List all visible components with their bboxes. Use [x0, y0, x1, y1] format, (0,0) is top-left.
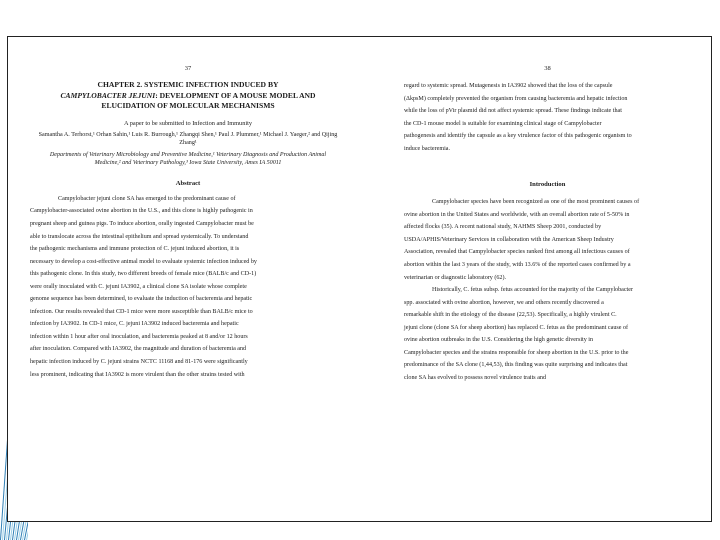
introduction-heading: Introduction [529, 181, 566, 189]
text-line: infection within 1 hour after oral inoculation, and bacteremia peaked at 8 and/or 12 hours [30, 333, 248, 340]
text-line: induce bacteremia. [404, 145, 451, 152]
text-line: the CD-1 mouse model is suitable for examining clinical stage of Campylobacter [404, 120, 602, 127]
text-line: (ΔkpsM) completely prevented the organism from causing bacteremia and hepatic infection [404, 95, 628, 102]
author-list: Samantha A. Terhorst,¹ Orhan Sahin,¹ Luis R. Burrough,¹ Zhangqi Shen,¹ Paul J. Plummer,¹ Michael J. Yaeger,² and Qijing Zhang¹ [38, 131, 338, 147]
text-line: clone SA has evolved to possess novel virulence traits and [404, 374, 546, 381]
document-spread [7, 36, 712, 522]
page-number: 38 [544, 65, 551, 72]
text-line: hepatic infection induced by C. jejuni strains NCTC 11168 and 81-176 were significantly [30, 358, 248, 365]
right-page [360, 37, 711, 521]
left-page [8, 37, 360, 521]
text-line: while the loss of pVir plasmid did not affect systemic spread. These findings indicate that [404, 108, 622, 115]
text-line: Campylobacter jejuni clone SA has emerged to the predominant cause of [58, 195, 236, 202]
chapter-title: CHAPTER 2. SYSTEMIC INFECTION INDUCED BY CAMPYLOBACTER JEJUNI: DEVELOPMENT OF A MOUSE MODEL AND ELUCIDATION OF MOLECULAR MECHANISMS [60, 80, 316, 110]
text-line: this pathogenic clone. In this study, two different breeds of female mice (BALB/c and CD-1) [30, 271, 257, 278]
text-line: affected flocks (35). A recent national study, NAHMS Sheep 2001, conducted by [404, 224, 602, 231]
text-line: after inoculation. Compared with IA3902, the magnitude and duration of bacteremia and [30, 346, 247, 353]
text-line: were orally inoculated with C. jejuni IA3902, a clinical clone SA isolate whose complete [30, 283, 247, 290]
text-line: less prominent, indicating that IA3902 is more virulent than the other strains tested with [30, 371, 245, 378]
text-line: infection by IA3902. In CD-1 mice, C. jejuni IA3902 induced bacteremia and hepatic [30, 321, 239, 328]
text-line: veterinarian or diagnostic laboratory (62). [404, 274, 507, 281]
text-line: Association, revealed that Campylobacter species ranked first among all infectious causes of [404, 249, 630, 256]
text-line: ovine abortion outbreaks in the U.S. Considering the high genetic diversity in [404, 337, 594, 344]
submission-note: A paper to be submitted to Infection and Immunity [123, 119, 252, 127]
text-line: USDA/APHIS/Veterinary Services in collaboration with the American Sheep Industry [404, 236, 614, 243]
affiliation: Departments of Veterinary Microbiology and Preventive Medicine,¹ Veterinary Diagnosis and Production Animal Medicine,² and Veterinary Pathology,³ Iowa State University, Ames IA 50011 [49, 151, 327, 167]
text-line: remarkable shift in the etiology of the disease (22,53). Specifically, a highly virulent C. [404, 312, 617, 319]
text-line: ovine abortion in the United States and worldwide, with an overall abortion rate of 5-50% in [404, 211, 630, 218]
text-line: pregnant sheep and guinea pigs. To induce abortion, orally ingested Campylobacter must be [30, 220, 254, 227]
text-line: genome sequence has been determined, to evaluate the induction of bacteremia and hepatic [30, 296, 253, 303]
text-line: the pathogenic mechanisms and immune protection of C. jejuni induced abortion, it is [30, 246, 240, 253]
text-line: regard to systemic spread. Mutagenesis in IA3902 showed that the loss of the capsule [404, 83, 613, 89]
text-line: abortion within the last 3 years of the study, with 13.6% of the reported cases confirmed by a [404, 262, 631, 269]
text-line: Campylobacter species have been recognized as one of the most prominent causes of [432, 199, 640, 206]
text-line: Campylobacter species and the strains responsible for sheep abortion in the U.S. prior to the [404, 349, 629, 356]
introduction-body [404, 196, 691, 384]
abstract-body [30, 193, 346, 381]
abstract-heading: Abstract [175, 179, 201, 187]
page-number: 37 [184, 65, 192, 72]
text-line: pathogenesis and identify the capsule as a key virulence factor of this pathogenic organism to [404, 133, 632, 140]
text-line: spp. associated with ovine abortion, however, we and others recently discovered a [404, 299, 604, 306]
text-line: able to translocate across the intestinal epithelium and spread systemically. To understand [30, 233, 249, 240]
text-line: Campylobacter-associated ovine abortion in the U.S., and this clone is highly pathogenic in [30, 208, 253, 215]
text-line: predominance of the SA clone (1,44,53), this finding was quite surprising and indicates that [404, 362, 628, 369]
text-line: infection. Our results revealed that CD-1 mice were more susceptible than BALB/c mice to [30, 308, 253, 315]
abstract-continuation [404, 80, 691, 155]
text-line: necessary to develop a cost-effective animal model to evaluate systemic infection induced by [30, 258, 257, 265]
text-line: jejuni clone (clone SA for sheep abortion) has replaced C. fetus as the predominant cause of [404, 324, 629, 331]
text-line: Historically, C. fetus subsp. fetus accounted for the majority of the Campylobacter [432, 287, 633, 294]
